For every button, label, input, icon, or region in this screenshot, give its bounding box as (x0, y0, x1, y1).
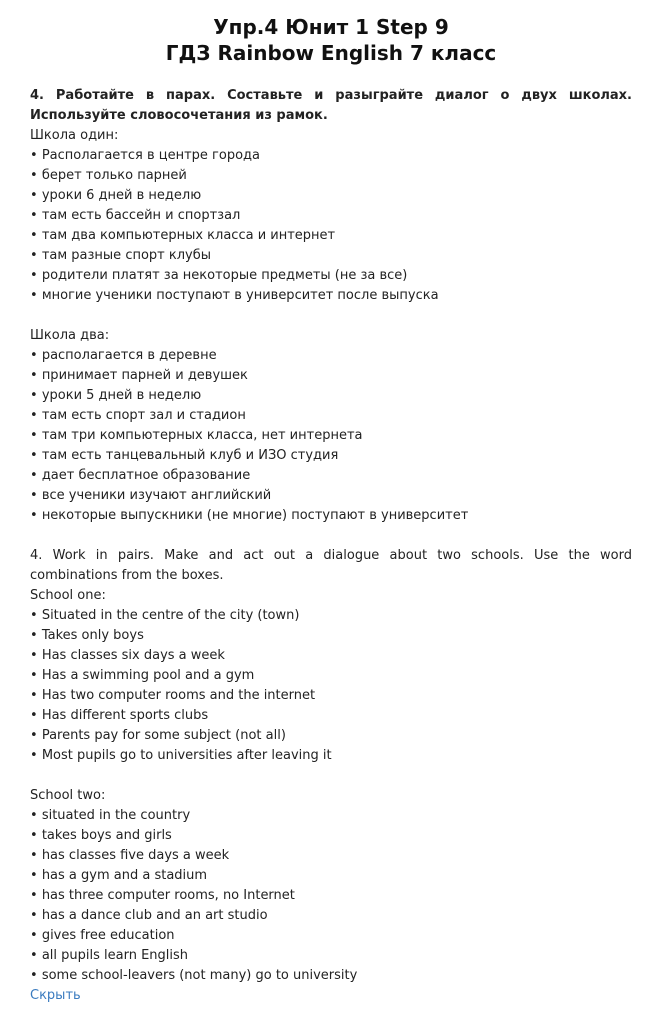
list-item: • там есть спорт зал и стадион (30, 406, 632, 426)
list-item: • situated in the country (30, 806, 632, 826)
list-item: • Parents pay for some subject (not all) (30, 726, 632, 746)
list-item: • там три компьютерных класса, нет интернета (30, 426, 632, 446)
list-item: • многие ученики поступают в университет после выпуска (30, 286, 632, 306)
spacer (30, 306, 632, 326)
list-item: • Располагается в центре города (30, 146, 632, 166)
list-item: • все ученики изучают английский (30, 486, 632, 506)
school-one-list-en (30, 606, 632, 766)
spacer (30, 766, 632, 786)
list-item: • Has two computer rooms and the internet (30, 686, 632, 706)
task-heading-en: 4. Work in pairs. Make and act out a dialogue about two schools. Use the word combinations from the boxes. (30, 548, 632, 583)
list-item: • уроки 5 дней в неделю (30, 386, 632, 406)
school-two-list-ru (30, 346, 632, 526)
list-item: • там два компьютерных класса и интернет (30, 226, 632, 246)
list-item: • takes boys and girls (30, 826, 632, 846)
list-item: • берет только парней (30, 166, 632, 186)
list-item: • уроки 6 дней в неделю (30, 186, 632, 206)
title-line-1: Упр.4 Юнит 1 Step 9 (213, 15, 449, 39)
spacer (30, 526, 632, 546)
list-item: • all pupils learn English (30, 946, 632, 966)
hide-link[interactable]: Скрыть (30, 988, 81, 1003)
task-heading-ru: 4. Работайте в парах. Составьте и разыграйте диалог о двух школах. Используйте словосочетания из рамок. (30, 88, 632, 123)
list-item: • some school-leavers (not many) go to university (30, 966, 632, 986)
school-two-label-ru: Школа два: (30, 328, 110, 343)
list-item: • там разные спорт клубы (30, 246, 632, 266)
list-item: • родители платят за некоторые предметы (не за все) (30, 266, 632, 286)
list-item: • Has different sports clubs (30, 706, 632, 726)
list-item: • has classes five days a week (30, 846, 632, 866)
list-item: • has a gym and a stadium (30, 866, 632, 886)
list-item: • там есть бассейн и спортзал (30, 206, 632, 226)
list-item: • некоторые выпускники (не многие) поступают в университет (30, 506, 632, 526)
school-one-label-ru: Школа один: (30, 128, 119, 143)
list-item: • Has classes six days a week (30, 646, 632, 666)
answer-content (30, 86, 632, 1006)
school-two-list-en (30, 806, 632, 986)
list-item: • Most pupils go to universities after leaving it (30, 746, 632, 766)
list-item: • Situated in the centre of the city (town) (30, 606, 632, 626)
school-one-list-ru (30, 146, 632, 306)
school-two-label-en: School two: (30, 788, 106, 803)
list-item: • там есть танцевальный клуб и ИЗО студия (30, 446, 632, 466)
list-item: • дает бесплатное образование (30, 466, 632, 486)
list-item: • has three computer rooms, no Internet (30, 886, 632, 906)
list-item: • gives free education (30, 926, 632, 946)
list-item: • принимает парней и девушек (30, 366, 632, 386)
list-item: • располагается в деревне (30, 346, 632, 366)
title-line-2: ГДЗ Rainbow English 7 класс (165, 41, 497, 65)
page-title (30, 0, 632, 66)
list-item: • has a dance club and an art studio (30, 906, 632, 926)
school-one-label-en: School one: (30, 588, 106, 603)
list-item: • Has a swimming pool and a gym (30, 666, 632, 686)
list-item: • Takes only boys (30, 626, 632, 646)
